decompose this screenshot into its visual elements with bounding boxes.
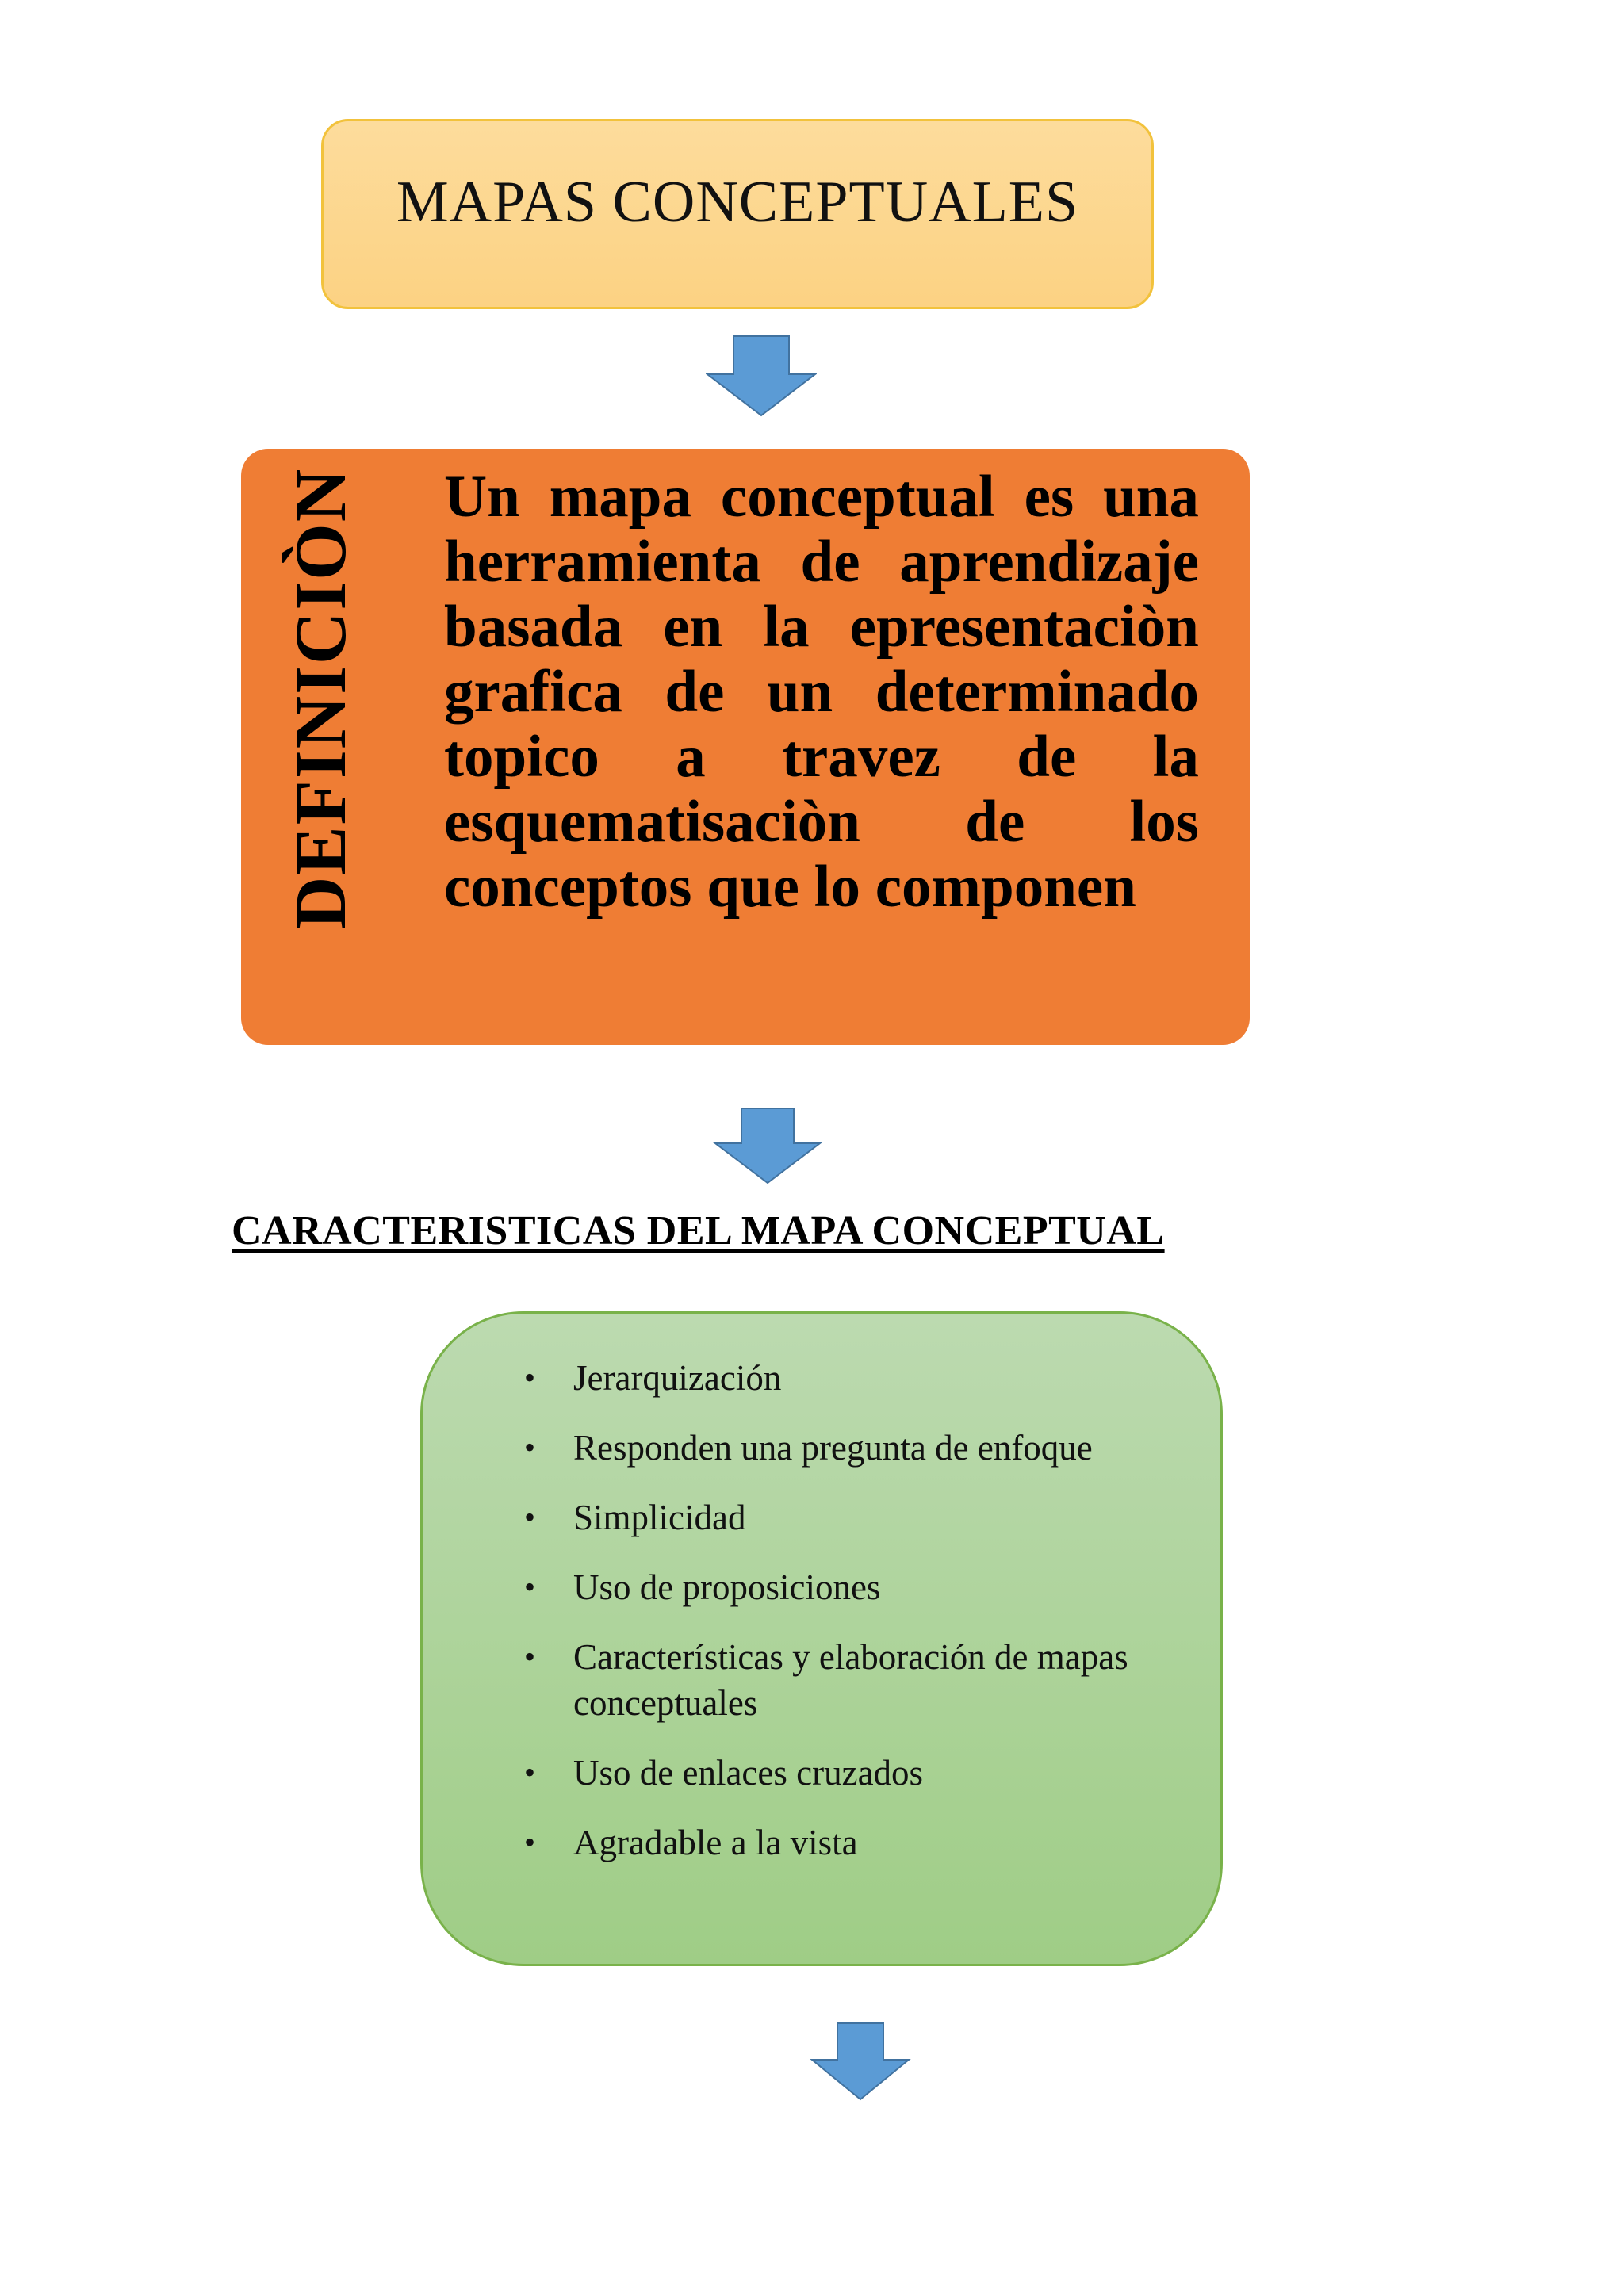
title-box — [321, 119, 1154, 309]
arrow-down-icon — [809, 2022, 912, 2101]
list-item-text: Agradable a la vista — [573, 1823, 858, 1862]
list-item-text: Responden una pregunta de enfoque — [573, 1428, 1093, 1468]
list-item — [423, 1355, 1220, 1401]
list-item — [423, 1564, 1220, 1610]
bullet-icon: • — [524, 1569, 536, 1605]
list-item — [423, 1425, 1220, 1471]
bullet-icon: • — [524, 1755, 536, 1790]
list-item — [423, 1750, 1220, 1796]
list-item-text: Uso de enlaces cruzados — [573, 1753, 924, 1793]
list-item — [423, 1820, 1220, 1866]
bullet-icon: • — [524, 1639, 536, 1674]
list-item — [423, 1494, 1220, 1540]
definition-label: DEFINICIÒN — [280, 467, 361, 930]
list-item-text: Características y elaboración de mapas conceptuales — [573, 1637, 1128, 1723]
characteristics-heading: CARACTERISTICAS DEL MAPA CONCEPTUAL — [232, 1208, 1165, 1253]
bullet-icon: • — [524, 1499, 536, 1535]
bullet-icon: • — [524, 1360, 536, 1395]
arrow-down-icon — [712, 1107, 823, 1184]
arrow-down-icon — [706, 335, 817, 417]
definition-label-area — [241, 449, 400, 1045]
definition-box — [241, 449, 1250, 1045]
characteristics-box — [420, 1311, 1223, 1966]
characteristics-list — [423, 1355, 1220, 1889]
bullet-icon: • — [524, 1429, 536, 1465]
list-item — [423, 1634, 1220, 1726]
bullet-icon: • — [524, 1824, 536, 1860]
title-text: MAPAS CONCEPTUALES — [396, 170, 1079, 235]
definition-text: Un mapa conceptual es una herramienta de aprendizaje basada en la epresentaciòn grafica de un determinado topico a travez de la esquematisaciòn de los conceptos que lo componen — [444, 464, 1199, 920]
list-item-text: Jerarquización — [573, 1358, 782, 1398]
list-item-text: Uso de proposiciones — [573, 1567, 881, 1607]
list-item-text: Simplicidad — [573, 1498, 746, 1537]
